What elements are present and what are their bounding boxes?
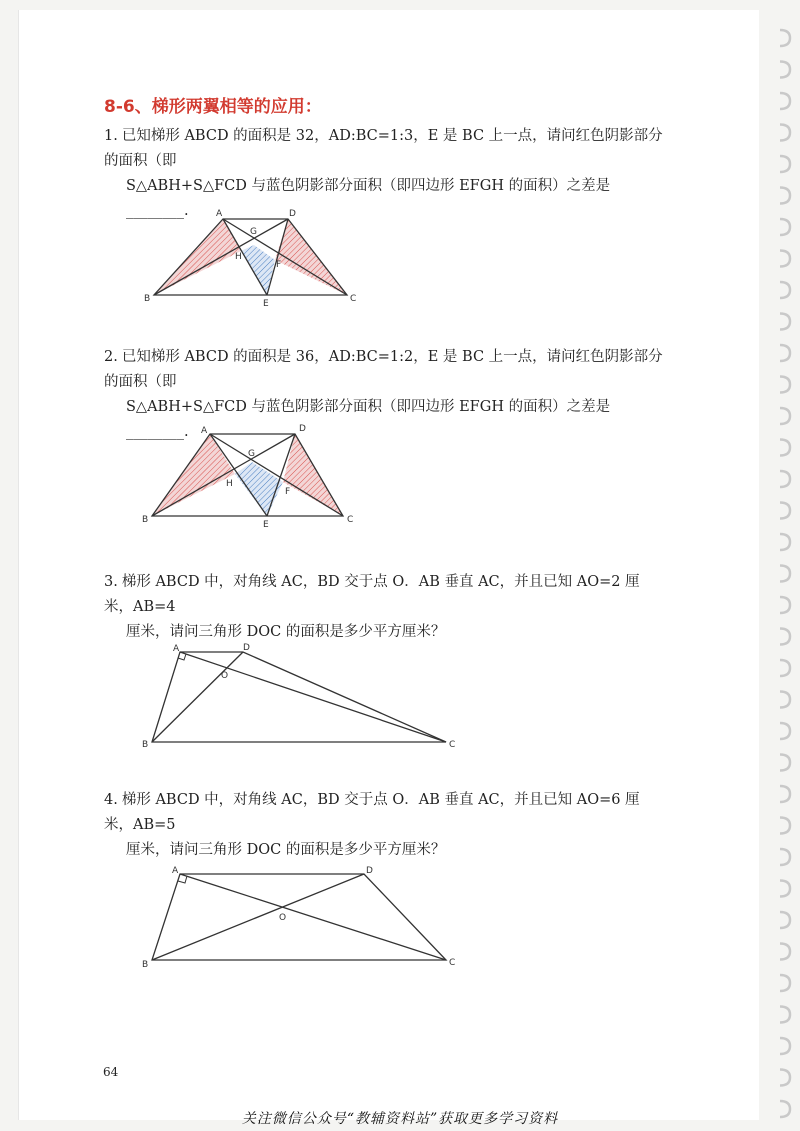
label-H: H <box>235 252 242 262</box>
binding-ring <box>780 534 790 550</box>
label-G: G <box>248 449 255 459</box>
problem-text-line1: 梯形 ABCD 中，对角线 AC，BD 交于点 O．AB 垂直 AC，并且已知 AO=6 厘米，AB=5 <box>104 792 640 833</box>
label-B: B <box>142 515 149 525</box>
problem-text-line2: S△ABH+S△FCD 与蓝色阴影部分面积（即四边形 EFGH 的面积）之差是________. <box>126 178 611 219</box>
binding-ring <box>780 849 790 865</box>
label-D: D <box>289 209 296 219</box>
spiral-binding <box>758 0 800 1131</box>
label-A: A <box>173 644 180 654</box>
binding-ring <box>780 62 790 78</box>
label-C: C <box>350 294 357 304</box>
label-H: H <box>226 479 233 489</box>
binding-ring <box>780 1007 790 1023</box>
binding-ring <box>780 471 790 487</box>
binding-ring <box>780 314 790 330</box>
problem-number: 1. <box>104 128 118 144</box>
footer-note: 关注微信公众号“教辅资料站”获取更多学习资料 <box>241 1111 559 1127</box>
binding-ring <box>780 1070 790 1086</box>
figure-3-trapezoid <box>140 640 470 755</box>
blue-shaded-quad-efgh <box>241 245 275 295</box>
problem-text-line2: S△ABH+S△FCD 与蓝色阴影部分面积（即四边形 EFGH 的面积）之差是________. <box>126 399 611 440</box>
problem-text-line1: 已知梯形 ABCD 的面积是 32，AD:BC=1:3，E 是 BC 上一点，请问红色阴影部分的面积（即 <box>104 128 663 169</box>
binding-ring <box>780 566 790 582</box>
binding-ring <box>780 786 790 802</box>
label-O: O <box>221 671 229 681</box>
binding-ring <box>780 597 790 613</box>
binding-ring <box>780 93 790 109</box>
figure-2-trapezoid <box>140 422 370 532</box>
binding-ring <box>780 1038 790 1054</box>
label-D: D <box>366 866 373 876</box>
section-title: 8-6、梯形两翼相等的应用： <box>104 97 322 117</box>
label-E: E <box>263 520 269 530</box>
binding-ring <box>780 629 790 645</box>
problem-number: 2. <box>104 349 118 365</box>
binding-ring <box>780 755 790 771</box>
label-B: B <box>144 294 151 304</box>
binding-ring <box>780 219 790 235</box>
binding-ring <box>780 692 790 708</box>
label-A: A <box>172 866 179 876</box>
problem-number: 4. <box>104 792 118 808</box>
binding-ring <box>780 503 790 519</box>
binding-ring <box>780 881 790 897</box>
problem-number: 3. <box>104 574 118 590</box>
binding-ring <box>780 156 790 172</box>
page-number: 64 <box>103 1065 119 1079</box>
label-D: D <box>299 424 306 434</box>
binding-ring <box>780 975 790 991</box>
binding-ring <box>780 251 790 267</box>
label-B: B <box>142 740 149 750</box>
label-F: F <box>276 260 282 270</box>
binding-ring <box>780 188 790 204</box>
problem-3 <box>104 570 664 645</box>
problem-text-line2: 厘米，请问三角形 DOC 的面积是多少平方厘米？ <box>126 624 446 640</box>
binding-ring <box>780 30 790 46</box>
red-shaded-triangle-abh <box>154 219 241 295</box>
label-A: A <box>201 426 208 436</box>
binding-ring <box>780 723 790 739</box>
label-C: C <box>347 515 354 525</box>
binding-ring <box>780 912 790 928</box>
problem-text-line1: 已知梯形 ABCD 的面积是 36，AD:BC=1:2，E 是 BC 上一点，请问红色阴影部分的面积（即 <box>104 349 663 390</box>
figure-1-trapezoid <box>140 205 370 310</box>
label-F: F <box>285 487 291 497</box>
label-C: C <box>449 958 456 968</box>
problem-text-line1: 梯形 ABCD 中，对角线 AC，BD 交于点 O．AB 垂直 AC，并且已知 AO=2 厘米，AB=4 <box>104 574 640 615</box>
binding-ring <box>780 818 790 834</box>
red-shaded-triangle-fcd <box>283 434 343 516</box>
binding-ring <box>780 944 790 960</box>
binding-ring <box>780 345 790 361</box>
label-D: D <box>243 643 250 653</box>
binding-ring <box>780 440 790 456</box>
binding-ring <box>780 408 790 424</box>
label-C: C <box>449 740 456 750</box>
label-G: G <box>250 227 257 237</box>
binding-ring <box>780 660 790 676</box>
figure-4-trapezoid <box>140 860 470 975</box>
problem-4 <box>104 788 664 863</box>
label-B: B <box>142 960 149 970</box>
binding-ring <box>780 377 790 393</box>
label-O: O <box>279 913 287 923</box>
label-E: E <box>263 299 269 309</box>
label-A: A <box>216 209 223 219</box>
binding-ring <box>780 125 790 141</box>
binding-ring <box>780 282 790 298</box>
problem-text-line2: 厘米，请问三角形 DOC 的面积是多少平方厘米？ <box>126 842 446 858</box>
